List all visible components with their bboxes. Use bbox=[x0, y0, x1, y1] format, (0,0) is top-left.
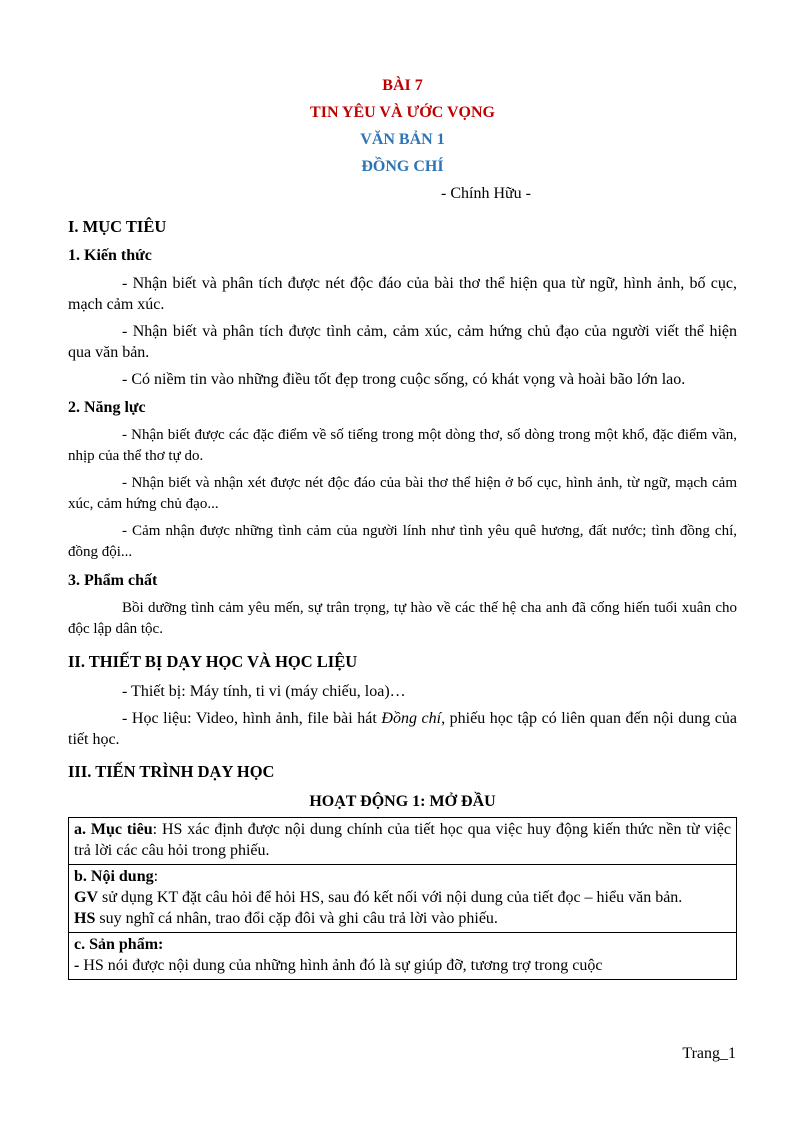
gv-label: GV bbox=[74, 889, 98, 906]
product-cell bbox=[69, 933, 737, 980]
hs-line bbox=[74, 908, 731, 929]
goal-label: a. Mục tiêu bbox=[74, 821, 153, 838]
knowledge-item: - Nhận biết và phân tích được tình cảm, cảm xúc, cảm hứng chủ đạo của người viết thể hiện qua văn bản. bbox=[68, 323, 737, 361]
content-cell bbox=[69, 865, 737, 933]
page-number: Trang_1 bbox=[682, 1045, 736, 1062]
document-page bbox=[68, 72, 737, 980]
content-label: b. Nội dung bbox=[74, 868, 154, 885]
hs-text: suy nghĩ cá nhân, trao đổi cặp đôi và ghi câu trả lời vào phiếu. bbox=[95, 910, 498, 927]
lesson-theme: TIN YÊU VÀ ƯỚC VỌNG bbox=[310, 104, 495, 121]
gv-line bbox=[74, 887, 731, 908]
ability-item: - Cảm nhận được những tình cảm của người lính như tình yêu quê hương, đất nước; tình đồng chí, đồng đội... bbox=[68, 523, 737, 560]
quality-text: Bồi dưỡng tình cảm yêu mến, sự trân trọng, tự hào về các thế hệ cha anh đã cống hiến tuổi xuân cho độc lập dân tộc. bbox=[68, 600, 737, 637]
gv-text: sử dụng KT đặt câu hỏi để hỏi HS, sau đó kết nối với nội dung của tiết đọc – hiểu văn bản. bbox=[98, 889, 683, 906]
hs-label: HS bbox=[74, 910, 96, 927]
knowledge-item: - Nhận biết và phân tích được nét độc đáo của bài thơ thể hiện qua từ ngữ, hình ảnh, bố cục, mạch cảm xúc. bbox=[68, 275, 737, 313]
product-text: HS nói được nội dung của những hình ảnh đó là sự giúp đỡ, tương trợ trong cuộc bbox=[79, 957, 603, 974]
ability-item: - Nhận biết và nhận xét được nét độc đáo của bài thơ thể hiện ở bố cục, hình ảnh, từ ngữ, mạch cảm xúc, cảm hứng chủ đạo... bbox=[68, 475, 737, 512]
materials-pre: - Học liệu: Video, hình ảnh, file bài hát bbox=[122, 710, 382, 727]
section-3-heading: III. TIẾN TRÌNH DẠY HỌC bbox=[68, 762, 275, 781]
product-label: c. Sản phẩm: bbox=[74, 936, 164, 953]
table-row bbox=[69, 865, 737, 933]
materials-post: , phiếu học tập có liên quan đến nội dung của tiết học. bbox=[68, 710, 738, 748]
content-colon: : bbox=[153, 868, 159, 885]
ability-heading: 2. Năng lực bbox=[68, 399, 146, 416]
quality-heading: 3. Phẩm chất bbox=[68, 572, 158, 589]
lesson-number: BÀI 7 bbox=[382, 77, 423, 94]
goal-text: : HS xác định được nội dung chính của tiết học qua việc huy động kiến thức nền từ việc trả lời các câu hỏi trong phiếu. bbox=[74, 821, 732, 859]
section-2-heading: II. THIẾT BỊ DẠY HỌC VÀ HỌC LIỆU bbox=[68, 652, 358, 671]
section-1-heading: I. MỤC TIÊU bbox=[68, 217, 167, 236]
poem-title: ĐỒNG CHÍ bbox=[361, 158, 444, 175]
song-title: Đồng chí bbox=[381, 710, 442, 727]
activity-title: HOẠT ĐỘNG 1: MỞ ĐẦU bbox=[309, 793, 496, 810]
knowledge-heading: 1. Kiến thức bbox=[68, 247, 152, 264]
activity-table bbox=[68, 817, 737, 980]
author: - Chính Hữu - bbox=[441, 185, 531, 202]
knowledge-item: - Có niềm tin vào những điều tốt đẹp trong cuộc sống, có khát vọng và hoài bão lớn lao. bbox=[122, 371, 686, 388]
table-row bbox=[69, 818, 737, 865]
table-row bbox=[69, 933, 737, 980]
equipment-text: - Thiết bị: Máy tính, ti vi (máy chiếu, loa)… bbox=[122, 683, 406, 700]
materials-text bbox=[68, 708, 737, 750]
text-number: VĂN BẢN 1 bbox=[360, 131, 445, 148]
content-heading bbox=[74, 866, 731, 887]
goal-cell bbox=[69, 818, 737, 865]
product-line bbox=[74, 955, 731, 976]
product-dash: - bbox=[74, 957, 80, 974]
ability-item: - Nhận biết được các đặc điểm về số tiếng trong một dòng thơ, số dòng trong một khổ, đặc điểm vần, nhịp của thể thơ tự do. bbox=[68, 427, 737, 464]
